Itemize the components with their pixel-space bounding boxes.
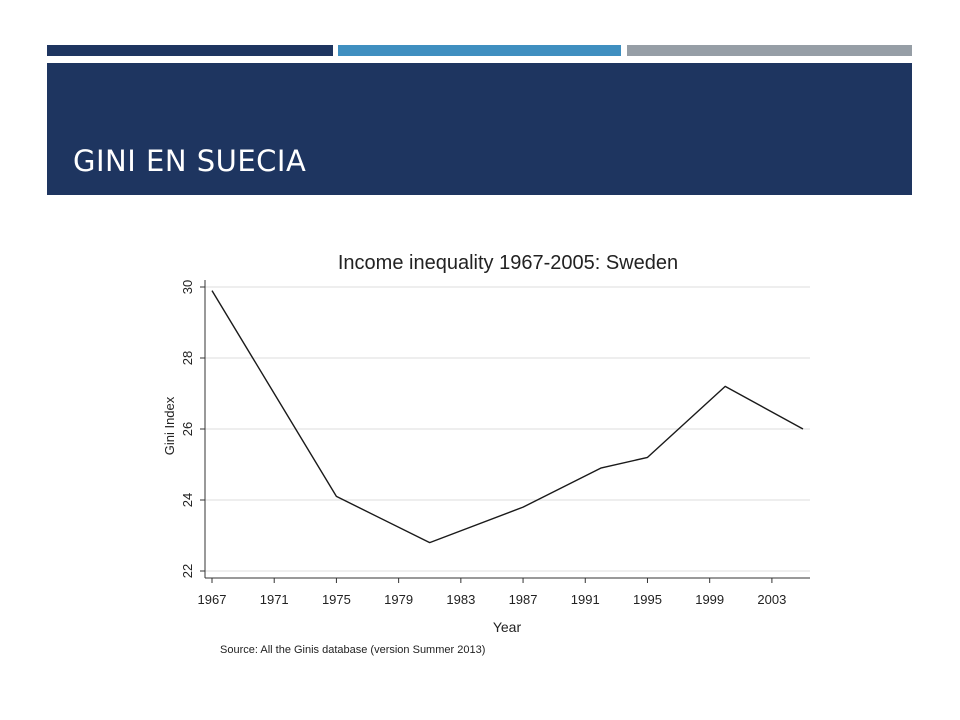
gini-line-chart	[150, 235, 830, 665]
slide-title: GINI EN SUECIA	[73, 144, 307, 178]
accent-bar-navy	[47, 45, 333, 56]
x-tick-label: 1999	[695, 592, 725, 607]
x-tick-label: 1995	[633, 592, 662, 607]
chart-title: Income inequality 1967-2005: Sweden	[337, 252, 679, 274]
x-tick-label: 1983	[446, 592, 476, 607]
y-tick-label: 26	[180, 421, 195, 437]
y-tick-label: 30	[180, 279, 195, 295]
x-tick-label: 1979	[384, 592, 414, 607]
x-tick-label: 1971	[259, 592, 289, 607]
x-tick-label: 1975	[321, 592, 351, 607]
y-axis-label: Gini Index	[162, 396, 177, 456]
x-tick-label: 2003	[757, 592, 787, 607]
x-axis-label: Year	[492, 619, 522, 635]
x-tick-label: 1991	[570, 592, 600, 607]
x-tick-label: 1987	[508, 592, 538, 607]
accent-bar-blue	[338, 45, 621, 56]
y-tick-label: 22	[180, 563, 195, 579]
y-tick-label: 24	[180, 492, 195, 508]
accent-bar-gray	[627, 45, 912, 56]
chart-source: Source: All the Ginis database (version Summer 2013)	[220, 644, 486, 656]
x-tick-label: 1967	[197, 592, 227, 607]
title-bar	[47, 63, 912, 195]
y-tick-label: 28	[180, 350, 195, 366]
chart-background	[150, 235, 830, 665]
